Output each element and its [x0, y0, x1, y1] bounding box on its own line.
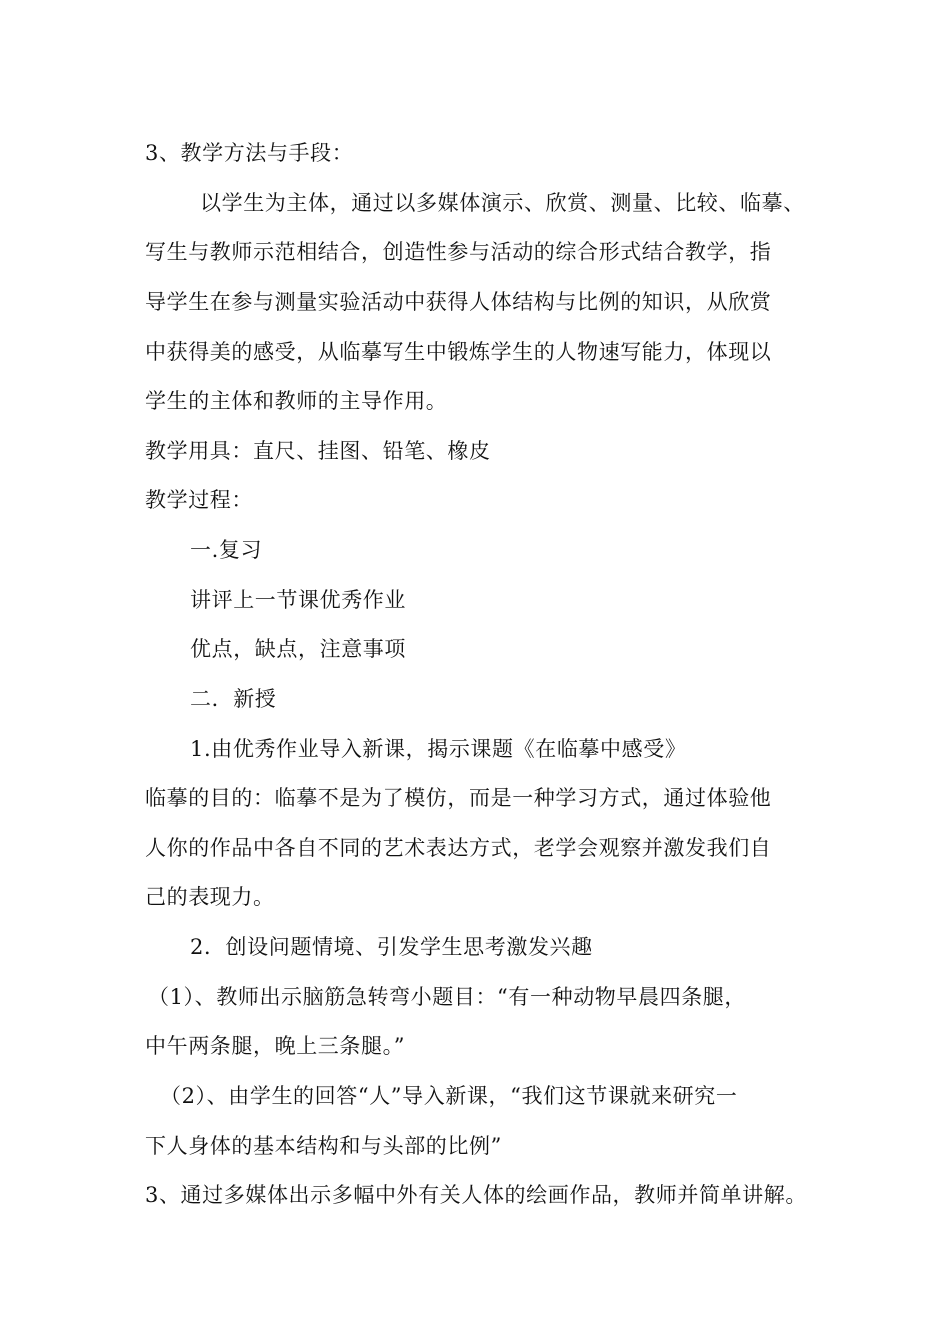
teaching-tools-line: 教学用具：直尺、挂图、铅笔、橡皮 [145, 439, 491, 463]
new-lesson-heading: 二．新授 [190, 687, 277, 711]
sub-item-2: （2）、由学生的回答“人”导入新课，“我们这节课就来研究一 [160, 1084, 738, 1108]
review-heading: 一.复习 [190, 538, 263, 562]
teaching-process-heading: 教学过程： [145, 488, 253, 512]
paragraph-line: 导学生在参与测量实验活动中获得人体结构与比例的知识，从欣赏 [145, 290, 772, 314]
paragraph-line: 以学生为主体，通过以多媒体演示、欣赏、测量、比较、临摹、 [200, 191, 805, 215]
review-item: 优点，缺点，注意事项 [190, 637, 406, 661]
paragraph-line: 中获得美的感受，从临摹写生中锻炼学生的人物速写能力，体现以 [145, 340, 772, 364]
new-lesson-step-1: 1.由优秀作业导入新课，揭示课题《在临摹中感受》 [190, 737, 687, 761]
paragraph-line: 中午两条腿，晚上三条腿。” [145, 1034, 406, 1058]
paragraph-line: 下人身体的基本结构和与头部的比例” [145, 1134, 502, 1158]
paragraph-line: 人你的作品中各自不同的艺术表达方式，老学会观察并激发我们自 [145, 836, 772, 860]
review-item: 讲评上一节课优秀作业 [190, 588, 406, 612]
step-3-line: 3、通过多媒体出示多幅中外有关人体的绘画作品，教师并简单讲解。 [145, 1183, 807, 1207]
sub-item-1: （1）、教师出示脑筋急转弯小题目：“有一种动物早晨四条腿， [148, 985, 746, 1009]
section-heading-teaching-methods: 3、教学方法与手段： [145, 141, 354, 165]
paragraph-line: 己的表现力。 [145, 885, 275, 909]
paragraph-line: 临摹的目的：临摹不是为了模仿，而是一种学习方式，通过体验他 [145, 786, 772, 810]
paragraph-line: 写生与教师示范相结合，创造性参与活动的综合形式结合教学，指 [145, 240, 772, 264]
paragraph-line: 学生的主体和教师的主导作用。 [145, 389, 448, 413]
new-lesson-step-2: 2．创设问题情境、引发学生思考激发兴趣 [190, 935, 593, 959]
